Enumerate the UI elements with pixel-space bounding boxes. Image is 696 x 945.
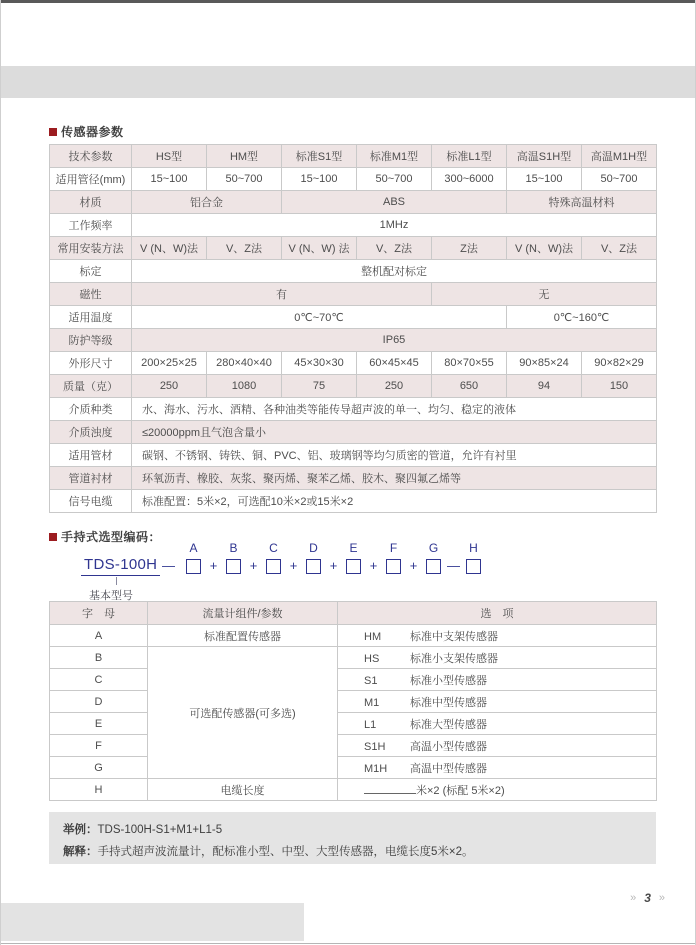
option-desc: 高温中型传感器	[410, 762, 487, 775]
param-label-cell: 信号电缆	[50, 490, 132, 513]
slot-letter: B	[229, 541, 238, 555]
param-value-cell: 90×85×24	[507, 352, 582, 375]
option-code: S1H	[364, 740, 386, 753]
param-label-cell: 质量（克）	[50, 375, 132, 398]
letter-cell: C	[50, 669, 148, 691]
option-desc: 标准大型传感器	[410, 718, 487, 731]
table-row	[50, 421, 657, 444]
table-row	[50, 168, 657, 191]
letter-cell: G	[50, 757, 148, 779]
param-label-cell: 常用安装方法	[50, 237, 132, 260]
code-header-cell: 字 母	[50, 602, 148, 625]
slot-letter: C	[269, 541, 278, 555]
param-value-cell: 50~700	[357, 168, 432, 191]
param-value-cell: 75	[282, 375, 357, 398]
slot-letter: F	[389, 541, 398, 555]
param-label-cell: 外形尺寸	[50, 352, 132, 375]
pager-arrow-icon: »	[630, 892, 637, 904]
param-value-cell: V (N、W)法	[507, 237, 582, 260]
param-header-cell: HS型	[132, 145, 207, 168]
option-cell	[338, 713, 657, 735]
param-value-cell: 250	[357, 375, 432, 398]
slot-letter: A	[189, 541, 198, 555]
explanation-line	[63, 841, 656, 863]
header-band	[1, 66, 695, 98]
option-cell	[338, 625, 657, 647]
letter-cell: D	[50, 691, 148, 713]
code-slot-box	[226, 559, 241, 574]
param-value-cell: 250	[132, 375, 207, 398]
pager-arrow-icon: »	[658, 892, 665, 904]
table-row	[50, 757, 657, 779]
table-row	[50, 669, 657, 691]
param-value-cell: Z法	[432, 237, 507, 260]
option-desc: 标准小型传感器	[410, 674, 487, 687]
option-cell	[338, 691, 657, 713]
code-diagram	[49, 540, 656, 600]
param-value-cell: ≤20000ppm且气泡含量小	[132, 421, 657, 444]
footer-band	[1, 903, 304, 941]
param-value-cell: 15~100	[507, 168, 582, 191]
param-value-cell: 45×30×30	[282, 352, 357, 375]
table-row	[50, 260, 657, 283]
letter-cell: E	[50, 713, 148, 735]
section-title-text: 手持式选型编码：	[61, 530, 162, 544]
table-row	[50, 647, 657, 669]
plus-separator: +	[209, 558, 218, 573]
param-label-cell: 工作频率	[50, 214, 132, 237]
table-row	[50, 191, 657, 214]
code-header-cell: 选 项	[338, 602, 657, 625]
param-header-cell: 技术参数	[50, 145, 132, 168]
sensor-params-table	[49, 144, 657, 513]
param-value-cell: 1080	[207, 375, 282, 398]
table-row	[50, 625, 657, 647]
code-slot-box	[306, 559, 321, 574]
table-row	[50, 375, 657, 398]
param-value-cell: 94	[507, 375, 582, 398]
example-box	[49, 812, 656, 864]
table-row	[50, 490, 657, 513]
code-slot-box	[426, 559, 441, 574]
table-row	[50, 713, 657, 735]
option-code: M1H	[364, 762, 388, 775]
param-label-cell: 磁性	[50, 283, 132, 306]
option-cell	[338, 735, 657, 757]
table-row	[50, 329, 657, 352]
param-value-cell: 150	[582, 375, 657, 398]
param-value-cell: 90×82×29	[582, 352, 657, 375]
param-value-cell: 60×45×45	[357, 352, 432, 375]
table-row	[50, 352, 657, 375]
param-label-cell: 介质浊度	[50, 421, 132, 444]
param-value-cell: 铝合金	[132, 191, 282, 214]
option-cell	[338, 669, 657, 691]
param-value-cell: IP65	[132, 329, 657, 352]
page-number-value: 3	[644, 891, 651, 905]
letter-cell: F	[50, 735, 148, 757]
param-value-cell: 50~700	[207, 168, 282, 191]
option-desc: 标准小支架传感器	[410, 652, 498, 665]
param-header-cell: 高温S1H型	[507, 145, 582, 168]
page-top-edge-line	[1, 0, 695, 3]
blank-line	[364, 783, 416, 794]
param-value-cell: 无	[432, 283, 657, 306]
code-slot-box	[386, 559, 401, 574]
example-text: TDS-100H-S1+M1+L1-5	[97, 824, 223, 836]
param-value-cell: V、Z法	[207, 237, 282, 260]
option-cell	[338, 779, 657, 801]
param-value-cell: V、Z法	[357, 237, 432, 260]
param-value-cell: 整机配对标定	[132, 260, 657, 283]
code-slot-box	[266, 559, 281, 574]
param-value-cell: 有	[132, 283, 432, 306]
option-code: HM	[364, 630, 382, 643]
param-value-cell: 80×70×55	[432, 352, 507, 375]
table-row	[50, 735, 657, 757]
table-row	[50, 237, 657, 260]
component-cell: 标准配置传感器	[148, 625, 338, 647]
table-row	[50, 467, 657, 490]
param-value-cell: 15~100	[282, 168, 357, 191]
dash-separator: —	[447, 558, 460, 573]
slot-letter: E	[349, 541, 358, 555]
option-cell	[338, 757, 657, 779]
table-row	[50, 779, 657, 801]
base-model-connector-line	[116, 577, 117, 585]
letter-cell: A	[50, 625, 148, 647]
option-cell	[338, 647, 657, 669]
example-label: 举例：	[63, 824, 98, 836]
page-number	[630, 891, 665, 905]
table-row	[50, 398, 657, 421]
model-code: TDS-100H	[81, 556, 160, 576]
param-label-cell: 适用管径(mm)	[50, 168, 132, 191]
code-slot-box	[466, 559, 481, 574]
code-slot-box	[186, 559, 201, 574]
param-value-cell: V (N、W)法	[132, 237, 207, 260]
param-value-cell: 水、海水、污水、酒精、各种油类等能传导超声波的单一、均匀、稳定的液体	[132, 398, 657, 421]
param-value-cell: 0℃~160℃	[507, 306, 657, 329]
param-header-cell: 高温M1H型	[582, 145, 657, 168]
option-code: M1	[364, 696, 380, 709]
slot-letter: H	[469, 541, 478, 555]
param-label-cell: 材质	[50, 191, 132, 214]
option-desc: 高温小型传感器	[410, 740, 487, 753]
option-code: S1	[364, 674, 378, 687]
param-value-cell: 50~700	[582, 168, 657, 191]
plus-separator: +	[329, 558, 338, 573]
dash-separator: —	[162, 558, 175, 573]
param-value-cell: 650	[432, 375, 507, 398]
table-row	[50, 444, 657, 467]
letter-cell: H	[50, 779, 148, 801]
param-label-cell: 防护等级	[50, 329, 132, 352]
table-row	[50, 691, 657, 713]
param-header-cell: 标准L1型	[432, 145, 507, 168]
param-value-cell: 280×40×40	[207, 352, 282, 375]
param-value-cell: V、Z法	[582, 237, 657, 260]
param-header-cell: 标准S1型	[282, 145, 357, 168]
option-desc: 标准中型传感器	[410, 696, 487, 709]
option-desc: 标准中支架传感器	[410, 630, 498, 643]
section-bullet-icon	[49, 128, 57, 136]
plus-separator: +	[369, 558, 378, 573]
param-value-cell: 200×25×25	[132, 352, 207, 375]
param-value-cell: 300~6000	[432, 168, 507, 191]
explanation-label: 解释：	[63, 846, 98, 858]
component-cell: 电缆长度	[148, 779, 338, 801]
param-value-cell: V (N、W) 法	[282, 237, 357, 260]
param-value-cell: ABS	[282, 191, 507, 214]
plus-separator: +	[409, 558, 418, 573]
param-label-cell: 管道衬材	[50, 467, 132, 490]
param-value-cell: 特殊高温材料	[507, 191, 657, 214]
selection-code-table	[49, 601, 657, 801]
option-desc: 米×2 (标配 5米×2)	[416, 784, 505, 797]
param-value-cell: 15~100	[132, 168, 207, 191]
explanation-text: 手持式超声波流量计，配标准小型、中型、大型传感器，电缆长度5米×2。	[97, 846, 474, 858]
code-slot-box	[346, 559, 361, 574]
param-value-cell: 1MHz	[132, 214, 657, 237]
param-value-cell: 0℃~70℃	[132, 306, 507, 329]
param-label-cell: 介质种类	[50, 398, 132, 421]
plus-separator: +	[249, 558, 258, 573]
slot-letter: D	[309, 541, 318, 555]
table-header-row	[50, 602, 657, 625]
table-row	[50, 283, 657, 306]
component-cell: 可选配传感器(可多选)	[148, 647, 338, 779]
base-model-label: 基本型号	[89, 590, 133, 602]
option-code: L1	[364, 718, 377, 731]
table-row	[50, 214, 657, 237]
section-title-text: 传感器参数	[61, 125, 124, 139]
param-value-cell: 碳钢、不锈钢、铸铁、铜、PVC、铝、玻璃钢等均匀质密的管道，允许有衬里	[132, 444, 657, 467]
table-row	[50, 306, 657, 329]
code-header-cell: 流量计组件/参数	[148, 602, 338, 625]
letter-cell: B	[50, 647, 148, 669]
param-header-cell: HM型	[207, 145, 282, 168]
page-bottom-edge-line	[1, 943, 695, 944]
slot-letter: G	[428, 541, 439, 555]
param-label-cell: 适用管材	[50, 444, 132, 467]
param-value-cell: 环氧沥青、橡胶、灰浆、聚丙烯、聚苯乙烯、胶木、聚四氟乙烯等	[132, 467, 657, 490]
plus-separator: +	[289, 558, 298, 573]
option-code: HS	[364, 652, 380, 665]
param-label-cell: 标定	[50, 260, 132, 283]
param-label-cell: 适用温度	[50, 306, 132, 329]
section-title-sensor-params	[49, 123, 124, 140]
example-line	[63, 819, 656, 841]
param-header-cell: 标准M1型	[357, 145, 432, 168]
param-value-cell: 标准配置：5米×2，可选配10米×2或15米×2	[132, 490, 657, 513]
table-header-row	[50, 145, 657, 168]
